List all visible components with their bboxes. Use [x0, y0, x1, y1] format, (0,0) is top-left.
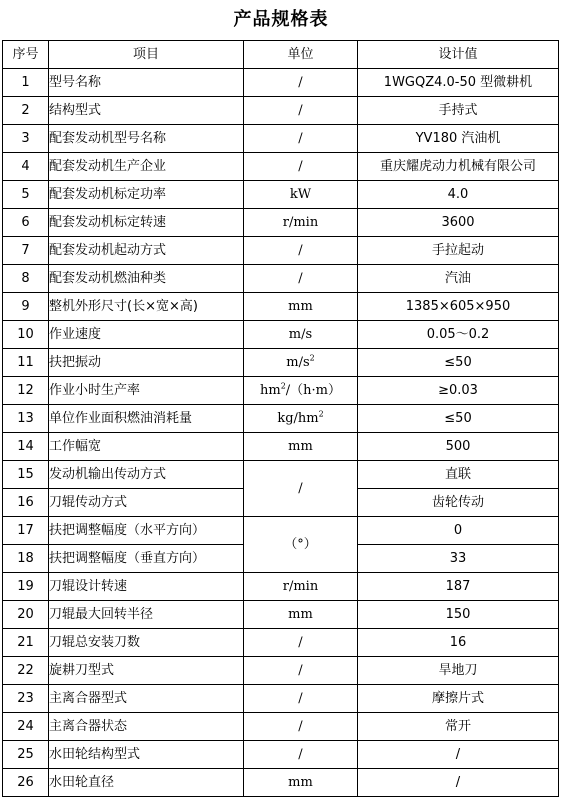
row-unit: mm: [244, 433, 358, 461]
table-row: [3, 265, 559, 293]
row-item: 型号名称: [49, 69, 244, 97]
header-no: 序号: [3, 41, 49, 69]
row-unit: [244, 405, 358, 433]
row-no: 13: [3, 405, 49, 433]
row-value: 齿轮传动: [358, 489, 559, 517]
row-no: 26: [3, 769, 49, 797]
row-no: 24: [3, 713, 49, 741]
row-no: 19: [3, 573, 49, 601]
row-item: 水田轮直径: [49, 769, 244, 797]
table-row: [3, 321, 559, 349]
row-value: 500: [358, 433, 559, 461]
table-row: [3, 461, 559, 489]
row-no: 16: [3, 489, 49, 517]
row-item: 配套发动机标定功率: [49, 181, 244, 209]
unit-base: m/s: [286, 354, 310, 370]
unit-tail: /（h·m）: [285, 382, 341, 398]
row-value: 0: [358, 517, 559, 545]
table-row: [3, 601, 559, 629]
row-unit: /: [244, 125, 358, 153]
row-value: 手持式: [358, 97, 559, 125]
row-value: 常开: [358, 713, 559, 741]
unit-superscript: 2: [318, 409, 324, 419]
row-value: 1WGQZ4.0-50 型微耕机: [358, 69, 559, 97]
row-item: 刀辊总安装刀数: [49, 629, 244, 657]
header-item: 项目: [49, 41, 244, 69]
row-no: 7: [3, 237, 49, 265]
row-unit: mm: [244, 601, 358, 629]
row-no: 23: [3, 685, 49, 713]
table-row: [3, 573, 559, 601]
row-item: 刀辊传动方式: [49, 489, 244, 517]
row-no: 1: [3, 69, 49, 97]
table-row: [3, 349, 559, 377]
table-row: [3, 433, 559, 461]
table-row: [3, 293, 559, 321]
row-item: 配套发动机生产企业: [49, 153, 244, 181]
table-row: [3, 69, 559, 97]
row-unit: mm: [244, 293, 358, 321]
row-item: 发动机输出传动方式: [49, 461, 244, 489]
row-no: 21: [3, 629, 49, 657]
table-row: [3, 517, 559, 545]
row-value: 直联: [358, 461, 559, 489]
header-unit: 单位: [244, 41, 358, 69]
row-unit: /: [244, 97, 358, 125]
row-value: 重庆耀虎动力机械有限公司: [358, 153, 559, 181]
row-value: 1385×605×950: [358, 293, 559, 321]
row-item: 水田轮结构型式: [49, 741, 244, 769]
row-value: YV180 汽油机: [358, 125, 559, 153]
table-row: [3, 237, 559, 265]
row-unit: r/min: [244, 573, 358, 601]
row-no: 5: [3, 181, 49, 209]
row-item: 作业速度: [49, 321, 244, 349]
row-unit: mm: [244, 769, 358, 797]
row-unit: m/s: [244, 321, 358, 349]
row-value: 16: [358, 629, 559, 657]
row-unit: /: [244, 629, 358, 657]
table-row: [3, 405, 559, 433]
row-value: 摩擦片式: [358, 685, 559, 713]
row-value: /: [358, 741, 559, 769]
row-no: 18: [3, 545, 49, 573]
table-header-row: [3, 41, 559, 69]
table-row: [3, 629, 559, 657]
row-no: 25: [3, 741, 49, 769]
row-item: 刀辊最大回转半径: [49, 601, 244, 629]
row-unit: /: [244, 237, 358, 265]
row-value: 3600: [358, 209, 559, 237]
row-value: 187: [358, 573, 559, 601]
row-unit: [244, 349, 358, 377]
row-no: 14: [3, 433, 49, 461]
header-value: 设计值: [358, 41, 559, 69]
row-item: 配套发动机标定转速: [49, 209, 244, 237]
row-value: 0.05～0.2: [358, 321, 559, 349]
table-row: [3, 181, 559, 209]
row-no: 4: [3, 153, 49, 181]
row-unit: /: [244, 153, 358, 181]
row-value: ≥0.03: [358, 377, 559, 405]
table-row: [3, 97, 559, 125]
table-row: [3, 769, 559, 797]
row-value: ≤50: [358, 349, 559, 377]
row-value: 汽油: [358, 265, 559, 293]
row-no: 15: [3, 461, 49, 489]
row-value: /: [358, 769, 559, 797]
row-unit: kW: [244, 181, 358, 209]
row-no: 6: [3, 209, 49, 237]
row-item: 旋耕刀型式: [49, 657, 244, 685]
row-value: 33: [358, 545, 559, 573]
row-no: 10: [3, 321, 49, 349]
table-row: [3, 657, 559, 685]
row-item: 工作幅宽: [49, 433, 244, 461]
row-unit: [244, 377, 358, 405]
row-item: 扶把振动: [49, 349, 244, 377]
row-item: 配套发动机燃油种类: [49, 265, 244, 293]
table-row: [3, 153, 559, 181]
row-item: 配套发动机起动方式: [49, 237, 244, 265]
table-row: [3, 377, 559, 405]
row-no: 3: [3, 125, 49, 153]
row-item: 单位作业面积燃油消耗量: [49, 405, 244, 433]
table-row: [3, 125, 559, 153]
unit-superscript: 2: [280, 381, 286, 391]
table-row: [3, 713, 559, 741]
row-item: 整机外形尺寸(长×宽×高): [49, 293, 244, 321]
row-item: 主离合器状态: [49, 713, 244, 741]
row-no: 2: [3, 97, 49, 125]
table-row: [3, 209, 559, 237]
row-unit: /: [244, 741, 358, 769]
row-unit: r/min: [244, 209, 358, 237]
row-value: ≤50: [358, 405, 559, 433]
table-row: [3, 685, 559, 713]
row-unit: /: [244, 265, 358, 293]
row-item: 扶把调整幅度（垂直方向）: [49, 545, 244, 573]
row-item: 作业小时生产率: [49, 377, 244, 405]
row-no: 17: [3, 517, 49, 545]
row-no: 20: [3, 601, 49, 629]
row-no: 12: [3, 377, 49, 405]
row-unit: /: [244, 657, 358, 685]
row-unit-merged: （°）: [244, 517, 358, 573]
row-unit: /: [244, 69, 358, 97]
page-title: 产品规格表: [233, 9, 329, 30]
row-unit: /: [244, 713, 358, 741]
row-item: 主离合器型式: [49, 685, 244, 713]
row-unit: /: [244, 685, 358, 713]
row-value: 手拉起动: [358, 237, 559, 265]
row-item: 扶把调整幅度（水平方向）: [49, 517, 244, 545]
row-value: 旱地刀: [358, 657, 559, 685]
row-no: 22: [3, 657, 49, 685]
table-row: [3, 741, 559, 769]
row-item: 结构型式: [49, 97, 244, 125]
unit-base: hm: [259, 382, 281, 398]
row-no: 11: [3, 349, 49, 377]
row-no: 8: [3, 265, 49, 293]
row-no: 9: [3, 293, 49, 321]
row-item: 配套发动机型号名称: [49, 125, 244, 153]
unit-superscript: 2: [309, 353, 315, 363]
spec-table: [2, 40, 559, 797]
row-value: 150: [358, 601, 559, 629]
row-item: 刀辊设计转速: [49, 573, 244, 601]
row-value: 4.0: [358, 181, 559, 209]
unit-base: kg/hm: [277, 410, 319, 426]
row-unit-merged: /: [244, 461, 358, 517]
